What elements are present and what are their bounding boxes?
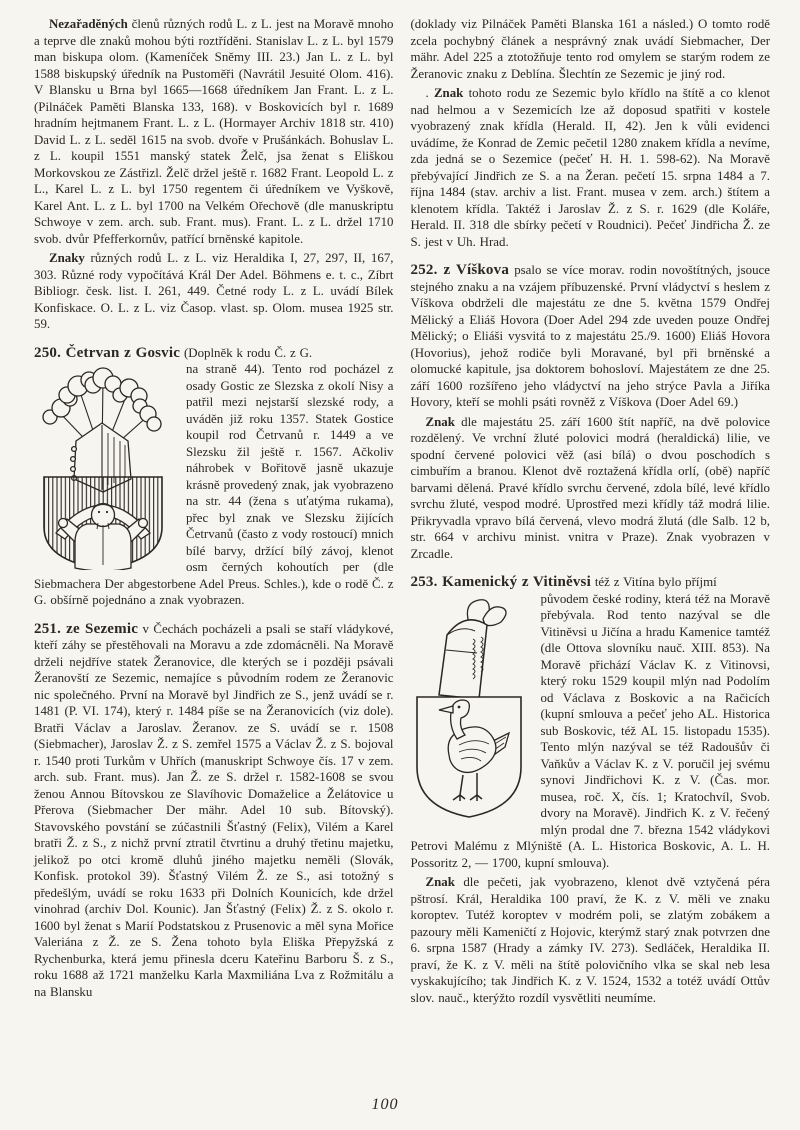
paragraph-znak-viskov xyxy=(411,414,771,563)
right-column xyxy=(411,16,771,1006)
section-253-body: původem české rodiny, která též na Moravě přebývala. Rod tento nazýval se dle Vitiněvsi u Jičína a hradu Kamenice tamtéž (dle Ottova slovníku nauč. XIII. 853). Na Moravě přichází Václav K. z Vitinovsi, který roku 1529 koupil mlýn nad Podolím od Václava z Boskovic a na Račicích (kupní smlouva a pečeť jeho AL. Historica sub Boskovic, též AL 15. listopadu 1535). Tento mlýn nazýval se též Radoušův či Vaňkův a Václav K. z V. poručil jej svému synovi Jindřichovi K. z V. (Čas. mor. musea, roč. X, čís. 1; Kratochvíl, Svob. dvory na Moravě). Jindřich K. z V. řečený mlýn prodal dne 7. března 1542 vládykovi Petrovi Malému z Mlýniště (A. L. Historica Boskovic, A. L. H. Possoritz 2, — 1700, kupní smlouva). xyxy=(410,591,770,870)
section-250-heading-line xyxy=(34,345,394,362)
paragraph-znak-kamenicky xyxy=(411,874,771,1006)
section-251-heading: 251. ze Sezemic xyxy=(34,620,139,637)
section-251-body: v Čechách pocházeli a psali se staří vládykové, kteří záhy se přestěhovali na Moravu a zde zdomácněli. Na Moravě drželi nejdříve statek Žeranovice, dle kterých se i později psávali Žeranovští ze Sezemic, nemajíce s původním rodem ze Žeranovic nic společného. První na Moravě byl Jindřich ze S., jenž uvádí se r. 1481 (P. VI. 174), který r. 1484 píše se na Žeranovicích (viz dole). Bratři Václav a Jaroslav. Žeranov. ze S. uvádí se r. 1508 (Siebmacher), Jaroslav Ž. z S. zemřel 1575 a Václav Ž. z S. bojoval r. 1540 proti Turkům v Uhřích (manuskript Schwoye čís. 17 v zem. arch. sub. Frant. mus). Jan Ž. ze S. držel r. 1582-1608 se svou ženou Annou Bítovskou ze Slavíhovic Domaželice a Želátovice u Přerova (Siebmacher Der mähr. Adel 10 sub. Bítovský). Stavovského povstání se zúčastnili Šťastný (Felix), Vilém a Karel bratři Ž. z S., z nichž první ztratil čtvrtinu a druhý třetinu majetku, jelikož po otci kromě dluhů jiného majetku neměli (Slovák, Konfisk. protokol 39). Šťastný Vilém Ž. ze S., asi totožný s předešlým, uvádí se roku 1633 při Dolních Kounicích, kde držel vinohrad (archiv Dol. Kounic). Jan Šťastný (Felix) Ž. z S. okolo r. 1600 byl ženat s Marií Podstatskou z Prusenovic a měl syna Mořice Valeriána z Ž. ze S. Žena tohoto byla Eliška Přepyžská z Rychenburka, která jemu přinesla dceru Kateřinu Barboru Š. z S., roku 1688 až 1721 manželku Karla Maxmiliána Lva z Rožmitálu a na Blansku xyxy=(34,621,394,999)
paragraph-text: různých rodů L. z L. viz Heraldika I, 27, 297, II, 167, 303. Různé rody vypočítává Král Der Adel. Böhmens e. t. c., Zíbrt Bibliogr. česk. list. I. 261, 449. Četné rody L. z L. uvádí Bílek Konfiskace. O. L. z L. viz Časop. vlast. sp. Olom. musea 1925 str. 59. xyxy=(34,251,394,331)
paragraph-znaky xyxy=(34,250,394,333)
paragraph-lead-word: Znaky xyxy=(49,251,85,265)
section-252-paragraph xyxy=(411,262,771,411)
paragraph-text: dle pečeti, jak vyobrazeno, klenot dvě vztyčená péra pštrosí. Král, Heraldika 100 praví, že K. z V. měli ve znaku koroptev. Tutéž koroptev v modrém poli, se zlatým zobákem a pazoury měli Kameničtí z Hojovic, kterýmž starý znak potvrzen dne 6. srpna 1587 (Hrady a zámky IV. 273). Sedláček, Heraldika II. praví, že K. z V. měli na štítě polovičního vlka se skal neb lesa vyskakujícího; tak Jindřich K. z V. 1524, 1532 a totéž uvádí Ottův slov. nauč., kterýžto rozdíl vysvětliti neumíme. xyxy=(410,875,770,1005)
section-252-z-viskova xyxy=(411,262,771,411)
section-253-kamenicky-z-vitinevsi xyxy=(411,574,771,871)
section-251-ze-sezemic xyxy=(34,621,394,1001)
cetrvan-coat-of-arms-illustration xyxy=(34,365,174,570)
page-number: 100 xyxy=(371,1096,399,1113)
paragraph-znak-sezemic xyxy=(411,85,771,250)
section-252-body: psalo se více morav. rodin novoštítných, jsouce stejného znaku a na vzájem příbuzenské. První vládyctví s heslem z Víškova obdrželi dle majestátu ze dne 5. května 1579 Ondřej Mělický a Eliáš Hovora (Doer Adel 294 zde uveden pouze Ondřej Mělický; o Eliáši vysvitá to z majestátu 25./9. 1600) Eliáš Hovora (Hovorius), jehož rodiče byli Moravané, byl při brněnské a olomucké kapitule, jsa doktorem bohosloví. Majestátem ze dne 25. září 1600 rozšířeno jeho vládyctví na jeho strýce Pavla a Jiříka Hovory, kteří se mohli psáti rovněž z Víškova (Doer Adel 69.) xyxy=(410,263,770,409)
section-252-heading: 252. z Víškova xyxy=(410,262,510,278)
monk-shield-woodcut-icon xyxy=(34,365,174,570)
section-253-body-block xyxy=(411,591,771,872)
section-251-paragraph xyxy=(34,621,394,1001)
section-253-heading-line xyxy=(411,574,771,591)
paragraph-continuation: (doklady viz Pilnáček Paměti Blanska 161 a násled.) O tomto rodě zcela pochybný článek a nesprávný znak uvádí Siebmacher, Der mähr. Adel 225 a ztotožňuje tento rod omylem se starým rodem ze Žeranovic znaku z Deblína. Šlechtín ze Sezemic je jiný rod. xyxy=(410,17,770,81)
paragraph-text: členů různých rodů L. z L. jest na Moravě mnoho a teprve dle znaků mohou býti roztříděni. Stanislav L. z L. byl 1579 man biskupa olom. (Kameníček Sněmy III. 23.) Jan L. z L. byl 1588 biskupský úředník na Pustoměři (Navrátil Jesuité Olom. 416). V Blansku u Brna byl 1665—1668 úředníkem Jan Frant. L. z L. (Pilnáček Paměti Blanska 133, 168). v Boskovicích byl r. 1689 hradním hejtmanem Frant. L. z L. (Hormayer Archiv 1818 str. 410) David L. z L. seděl 1615 na svob. dvoře v Prušánkách. Bohuslav L. z L. koupil 1551 manský statek Želč, jsa ženat s Eliškou Morkovskou ze Zástřizl. Želč držel ještě r. 1682 Frant. Leopold L. z L., Karel L. z L. byl 1750 regentem či úředníkem ve Vyškově, Karel Ant. L. z L. byl 1700 na Velkém Ořechově (dle manuskriptu Schwoye v zem. arch. sub. Frant. mus). Frant. L. z L. držel 1710 svob. dvůr Pfefferkornův, patřící brněnské kapitole. xyxy=(34,17,394,246)
paragraph-lead-word: Znak xyxy=(425,414,455,429)
kamenicky-coat-of-arms-illustration xyxy=(411,595,529,827)
bird-shield-woodcut-icon xyxy=(411,595,529,827)
paragraph-text: dle majestátu 25. září 1600 štít napříč, na dvě polovice rozdělený. Ve vrchní žluté polovici modrá (heraldická) lilie, ve spodní červené polovici věž (asi bílá) o dvou poschodích s cimbuřím a branou. Klenot dvě roztažená křídla orlí, (obě) napříč barvami dělená. Pravé křídlo svrchu červené, zdola bílé, levé křídlo svrchu žluté, vespod modré. Uprostřed mezi křídly táž modrá lilie. Přikryvadla vpravo bílá červená, vlevo modrá žlutá (dle Salb. 12 b, str. 664 v archivu minist. vnitra v Praze). Znak vyobrazen v Zrcadle. xyxy=(410,414,770,561)
section-250-body: na straně 44). Tento rod pocházel z osady Gostic ze Slezska z okolí Nisy a patřil mezi nejstarší slezské rody, a uváděn již roku 1357. Statek Gostice koupil rod Četrvanů r. 1449 a ve Slezsku žil ještě r. 1567. Ačkoliv náhrobek v Bořitově jasně ukazuje krásně provedený znak, jak vyobrazeno na str. 44 (žena s uťatýma rukama), přec byl znak ve Slezsku žijících Četrvanů (často z vody rostoucí) mnich bílé barvy, držící bílý závoj, klenot osm černých kohoutích per (dle Siebmachera Der abgestorbene Adel Preus. Schles.), kde o rodě Č. z G. obšírně pojednáno a znak vyobrazen. xyxy=(34,362,394,607)
paragraph-prefix: . xyxy=(425,86,434,100)
paragraph-unassigned-members xyxy=(34,16,394,247)
paragraph-lead-word: Nezařaděných xyxy=(49,17,128,31)
paragraph-text: tohoto rodu ze Sezemic bylo křídlo na štítě a co klenot nad helmou a v Sezemicích lze až doposud spatřiti v kostele vyobrazený znak křídla (Herald. II, 42). Jen k vůli evidenci uvádíme, že Konrad de Zemic pečetil 1280 znakem křídla a nevíme, zda jedná se o Sezemice (pečeť H. H. 1. 598-62). Na Moravě přebývající Jindřich ze S. a na Žeran. pečetí 15. srpna 1484 a 7. října 1484 (stav. archiv a list. Frant. musea v zem. arch.) štítem a klenotem křídla. Taktéž i Jaroslav Ž. z S. r. 1629 (dle Koláře, Herald. II. 318 dle sbírky pečetí v Roudnici). Pečeť Jindřicha Ž. ze S. jest v Uh. Hrad. xyxy=(410,86,770,249)
section-250-heading-rest: (Doplněk k rodu Č. z G. xyxy=(180,345,313,360)
section-250-cetrvan-z-gosvic xyxy=(34,345,394,609)
section-253-heading-rest: též z Vitína bylo příjmí xyxy=(590,575,717,589)
section-250-heading: 250. Četrvan z Gosvic xyxy=(34,344,181,361)
left-column xyxy=(34,16,394,1006)
section-253-heading: 253. Kamenický z Vitiněvsi xyxy=(410,574,591,590)
paragraph-lead-word: Znak xyxy=(425,875,455,889)
section-250-body-block xyxy=(34,361,394,609)
paragraph-lead-word: Znak xyxy=(433,86,464,100)
